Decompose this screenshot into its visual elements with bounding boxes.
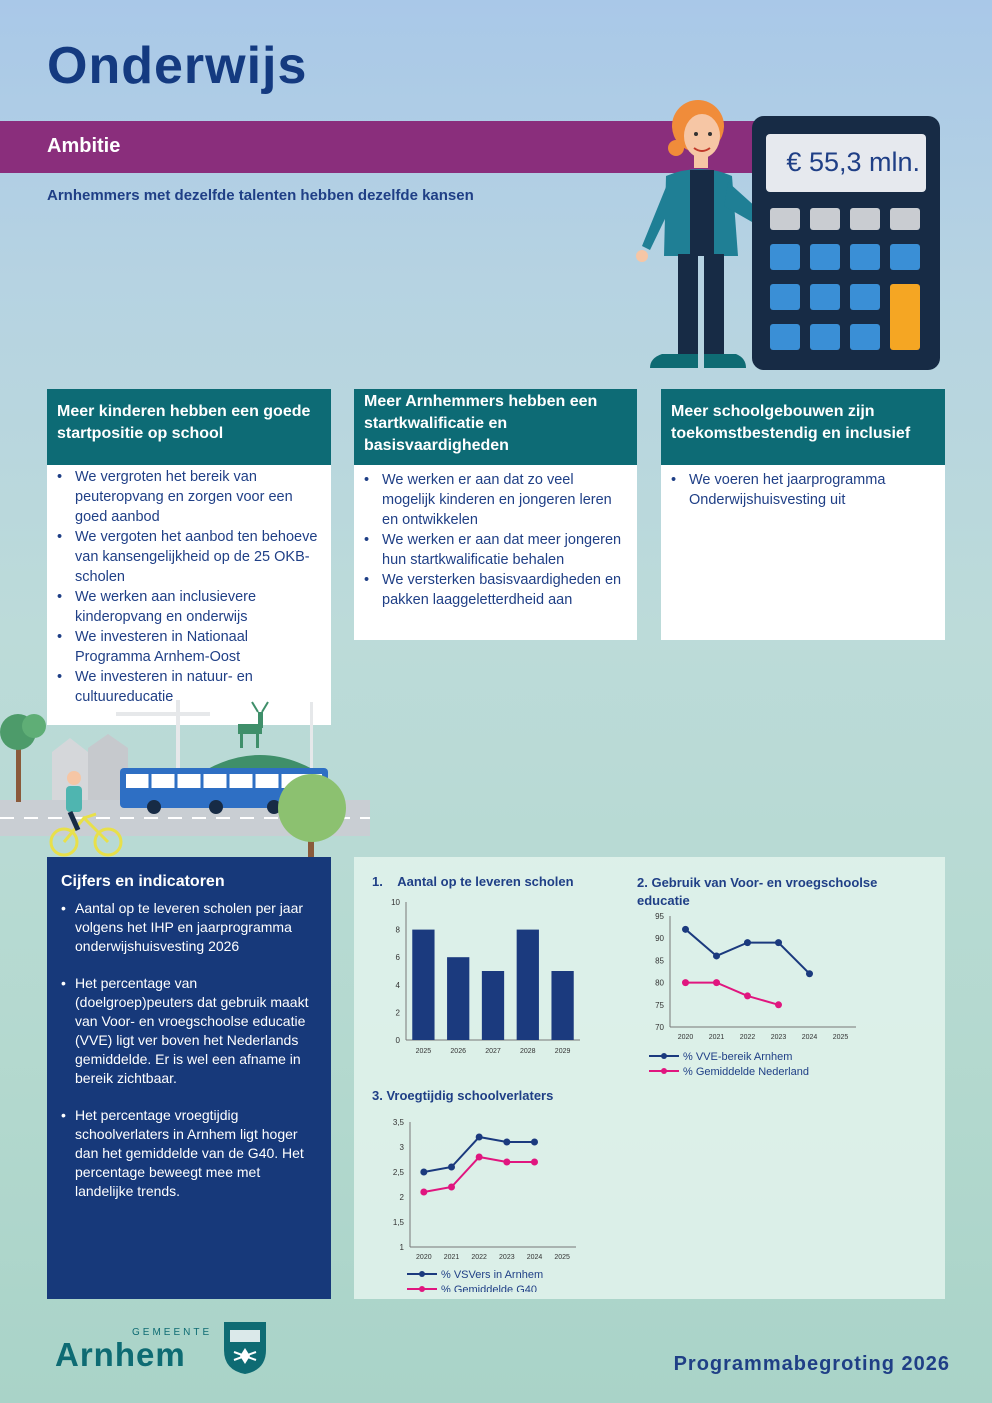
x-tick-label: 2020 xyxy=(416,1254,432,1261)
city-illustration xyxy=(0,690,370,858)
bar xyxy=(517,930,539,1040)
data-point xyxy=(420,1189,427,1196)
data-point xyxy=(420,1169,427,1176)
list-item: • We voeren het jaarprogramma Onderwijshuisvesting uit xyxy=(689,470,935,510)
legend-label: % VVE-bereik Arnhem xyxy=(683,1051,793,1063)
y-tick-label: 3 xyxy=(399,1143,404,1152)
legend-marker xyxy=(661,1053,667,1059)
data-point xyxy=(503,1159,510,1166)
data-point xyxy=(448,1164,455,1171)
list-item: • We versterken basisvaardigheden en pakken laaggeletterdheid aan xyxy=(382,570,627,610)
x-tick-label: 2021 xyxy=(443,1254,460,1261)
list-item: • Het percentage van (doelgroep)peuters dat gebruik maakt van Voor- en vroegschoolse educatie (VVE) ligt ver boven het Nederlands gemiddelde. Er is wel een afname in bereik zichtbaar. xyxy=(75,974,317,1088)
x-tick-label: 2029 xyxy=(554,1048,571,1055)
legend-label: % VSVers in Arnhem xyxy=(441,1269,544,1281)
list-item: • We investeren in Nationaal Programma Arnhem-Oost xyxy=(75,627,321,667)
chart-2-title: 2. Gebruik van Voor- en vroegschoolse educatie xyxy=(637,875,878,908)
data-point xyxy=(806,970,813,977)
data-point xyxy=(682,979,689,986)
card-1-list xyxy=(55,467,321,707)
data-point xyxy=(713,952,720,959)
city-coat-of-arms-icon xyxy=(222,1320,268,1376)
y-tick-label: 95 xyxy=(655,912,664,921)
list-item: • Het percentage vroegtijdig schoolverlaters in Arnhem ligt hoger dan het gemiddelde van de G40. Het percentage beweegt mee met landelijke trends. xyxy=(75,1106,317,1201)
y-tick-label: 2 xyxy=(399,1193,404,1202)
bar xyxy=(412,930,434,1040)
chart-1 xyxy=(354,893,614,1061)
x-tick-label: 2027 xyxy=(485,1048,501,1055)
x-tick-label: 2022 xyxy=(471,1254,487,1261)
document-title: Programmabegroting 2026 xyxy=(673,1353,950,1375)
data-point xyxy=(531,1139,538,1146)
legend-marker xyxy=(661,1068,667,1074)
card-2-title: Meer Arnhemmers hebben een startkwalificatie en basisvaardigheden xyxy=(354,389,637,465)
y-tick-label: 80 xyxy=(655,978,664,988)
card-2-list xyxy=(362,470,627,610)
list-item: • Aantal op te leveren scholen per jaar volgens het IHP en jaarprogramma onderwijshuisvesting 2026 xyxy=(75,899,317,956)
list-item: • We vergoten het aanbod ten behoeve van kansengelijkheid op de 25 OKB-scholen xyxy=(75,527,321,587)
data-point xyxy=(775,1001,782,1008)
logo-gemeente: GEMEENTE xyxy=(132,1327,213,1338)
list-item: • We werken er aan dat meer jongeren hun startkwalificatie behalen xyxy=(382,530,627,570)
card-1-body xyxy=(47,465,331,725)
y-tick-label: 2,5 xyxy=(392,1168,404,1177)
y-tick-label: 10 xyxy=(391,898,400,907)
bar xyxy=(551,971,573,1040)
legend-marker xyxy=(419,1271,425,1277)
x-tick-label: 2022 xyxy=(739,1034,756,1041)
x-tick-label: 2020 xyxy=(677,1034,694,1041)
logo-name: Arnhem xyxy=(55,1336,186,1373)
data-point xyxy=(531,1159,538,1166)
chart-2 xyxy=(634,907,934,1087)
chart-3 xyxy=(354,1107,594,1292)
x-tick-label: 2025 xyxy=(554,1254,570,1261)
y-tick-label: 8 xyxy=(395,925,400,935)
page-title: Onderwijs xyxy=(47,37,308,95)
data-point xyxy=(476,1134,483,1141)
calculator-keys xyxy=(752,116,940,370)
y-tick-label: 6 xyxy=(395,953,400,963)
y-tick-label: 2 xyxy=(395,1008,400,1018)
data-point xyxy=(713,979,720,986)
card-3-body xyxy=(661,465,945,640)
bar xyxy=(482,971,504,1040)
data-point xyxy=(476,1154,483,1161)
x-tick-label: 2026 xyxy=(450,1048,466,1055)
y-tick-label: 1,5 xyxy=(392,1218,404,1227)
data-point xyxy=(744,992,751,999)
ambition-text: Arnhemmers met dezelfde talenten hebben dezelfde kansen xyxy=(47,187,474,204)
data-point xyxy=(682,926,689,933)
y-tick-label: 1 xyxy=(399,1243,404,1252)
series-line xyxy=(686,929,810,973)
x-tick-label: 2023 xyxy=(499,1254,515,1261)
list-item: • We vergroten het bereik van peuteropvang en zorgen voor een goed aanbod xyxy=(75,467,321,527)
section-label: Ambitie xyxy=(47,135,121,157)
x-tick-label: 2025 xyxy=(832,1034,849,1041)
data-point xyxy=(775,939,782,946)
series-line xyxy=(424,1157,535,1192)
x-tick-label: 2028 xyxy=(520,1048,536,1055)
data-point xyxy=(503,1139,510,1146)
indicators-panel xyxy=(47,857,331,1299)
legend-marker xyxy=(419,1286,425,1292)
y-tick-label: 4 xyxy=(395,980,400,990)
x-tick-label: 2024 xyxy=(801,1034,818,1041)
legend-label: % Gemiddelde G40 xyxy=(441,1284,537,1292)
y-tick-label: 0 xyxy=(395,1036,400,1045)
data-point xyxy=(744,939,751,946)
card-2-body xyxy=(354,465,637,640)
indicators-list xyxy=(61,899,317,1201)
y-tick-label: 3,5 xyxy=(392,1118,404,1127)
x-tick-label: 2023 xyxy=(770,1034,787,1041)
legend-label: % Gemiddelde Nederland xyxy=(683,1066,809,1078)
x-tick-label: 2024 xyxy=(526,1254,543,1261)
bar xyxy=(447,957,469,1040)
budget-amount: € 55,3 mln. xyxy=(786,147,920,177)
card-3-title: Meer schoolgebouwen zijn toekomstbestendig en inclusief xyxy=(661,389,945,465)
y-tick-label: 75 xyxy=(655,1000,664,1010)
card-3-list xyxy=(669,470,935,510)
y-tick-label: 70 xyxy=(655,1023,664,1032)
list-item: • We werken aan inclusievere kinderopvang en onderwijs xyxy=(75,587,321,627)
y-tick-label: 90 xyxy=(655,934,664,944)
chart-1-title: 1. Aantal op te leveren scholen xyxy=(372,874,574,889)
chart-3-title: 3. Vroegtijdig schoolverlaters xyxy=(372,1088,554,1103)
deer-icon xyxy=(238,702,268,748)
list-item: • We werken er aan dat zo veel mogelijk kinderen en jongeren leren en ontwikkelen xyxy=(382,470,627,530)
indicators-title: Cijfers en indicatoren xyxy=(61,873,225,890)
card-1-title: Meer kinderen hebben een goede startpositie op school xyxy=(47,389,331,465)
x-tick-label: 2021 xyxy=(708,1034,725,1041)
y-tick-label: 85 xyxy=(655,956,664,966)
series-line xyxy=(686,983,779,1005)
list-item: • We investeren in natuur- en cultuureducatie xyxy=(75,667,321,707)
charts-panel xyxy=(354,857,945,1299)
calculator-illustration xyxy=(752,116,940,370)
data-point xyxy=(448,1184,455,1191)
x-tick-label: 2025 xyxy=(415,1048,432,1055)
